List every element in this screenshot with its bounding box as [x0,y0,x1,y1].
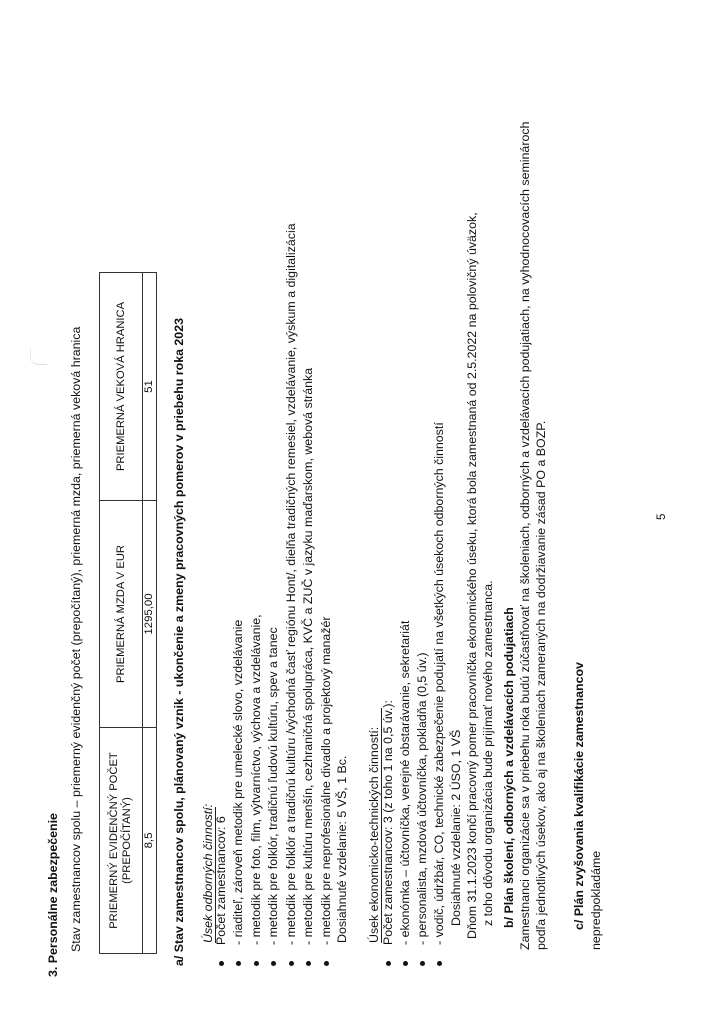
odborny-item: - metodik pre folklór, tradičnú ľudovú kultúru, spev a tanec [266,627,280,945]
table-value-age: 51 [143,273,157,501]
eko-item: - ekonómka – účtovníčka, verejné obstarávanie, sekretariát [398,620,412,945]
staff-change-note: Dňom 31.1.2023 končí pracovný pomer pracovníčka ekonomického úseku, ktorá bola zamestnaná od 2.5.2022 na polovičný úväzok, [465,212,479,939]
eko-education: Dosiahnuté vzdelanie: 2 ÚSO, 1 VŠ [449,729,463,926]
staff-statistics-table [99,272,157,954]
intro-text: Stav zamestnancov spolu – priemerný evidenčný počet (prepočítaný), priemerná mzda, priemerná veková hranica [69,326,83,952]
bullet [420,961,425,966]
subsection-a-title: a/ Stav zamestnancov spolu, plánovaný vznik - ukončenie a zmeny pracovných pomerov v priebehu roka 2023 [172,318,186,966]
section-title: 3. Personálne zabezpečenie [46,813,60,977]
table-value-headcount: 8,5 [143,728,157,954]
odborny-item: - metodik pre foto, film, výtvarníctvo, výchova a vzdelávanie, [249,614,263,945]
odborny-count: Počet zamestnancov: 6 [214,816,228,945]
eko-item: - personalista, mzdová účtovníčka, pokladňa (0,5 úv.) [415,652,429,945]
odborny-item: - riaditeľ, zároveň metodik pre umelecké slovo, vzdelávanie [231,619,245,945]
qualification-text: nepredpokladáme [589,850,603,950]
odborny-item: - metodik pre folklór a tradičnú kultúru /východná časť regiónu Hont/, dielňa tradičných remesiel, vzdelávanie, výskum a digitalizácia [284,223,298,945]
bullet [254,961,259,966]
staff-change-note-cont: z toho dôvodu organizácia bude prijímať nového zamestnanca. [481,580,495,926]
bullet [403,961,408,966]
table-header-salary: PRIEMERNÁ MZDA V EUR [100,501,143,728]
eko-heading: Úsek ekonomicko-technických činností: [367,726,381,943]
bullet [324,961,329,966]
subsection-b-title: b/ Plán školení, odborných a vzdelávacích podujatiach [502,607,516,928]
eko-count: Počet zamestnancov: 3 (z toho 1 na 0,5 úv.): [381,700,395,945]
bullet [271,961,276,966]
training-text-cont: podľa jednotlivých úsekov, ako aj na školeniach zameraných na dodržiavanie zásad PO a BOZP. [534,420,548,950]
bullet [236,961,241,966]
bullet [437,961,442,966]
training-text: Zamestnanci organizácie sa v priebehu roka budú zúčastňovať na školeniach, odborných a vzdelávacích podujatiach, na vyhodnocovacích seminároch [518,121,532,950]
odborny-heading: Úsek odborných činností: [201,803,215,943]
bullet [289,961,294,966]
odborny-item: - metodik pre neprofesionálne divadlo a projektový manažér [319,616,333,945]
page-number: 5 [656,513,668,520]
bullet [219,961,224,966]
table-header-age: PRIEMERNÁ VEKOVÁ HRANICA [100,273,143,501]
eko-item: - vodič, údržbár, CO, technické zabezpečenie podujatí na všetkých úsekoch odborných činností [432,422,446,945]
subsection-c-title: c/ Plán zvyšovania kvalifikácie zamestnancov [572,662,586,930]
table-header-headcount: PRIEMERNÝ EVIDENČNÝ POČET (PREPOČÍTANÝ) [100,728,143,954]
odborny-education: Dosiahnuté vzdelanie: 5 VŠ, 1 Bc. [335,755,349,943]
bullet [306,961,311,966]
bullet [386,961,391,966]
table-value-salary: 1295,00 [143,501,157,728]
odborny-item: - metodik pre kultúru menšín, cezhraničná spolupráca, KVČ a ZUČ v jazyku maďarskom, webová stránka [301,367,315,945]
scan-mark [30,348,47,365]
